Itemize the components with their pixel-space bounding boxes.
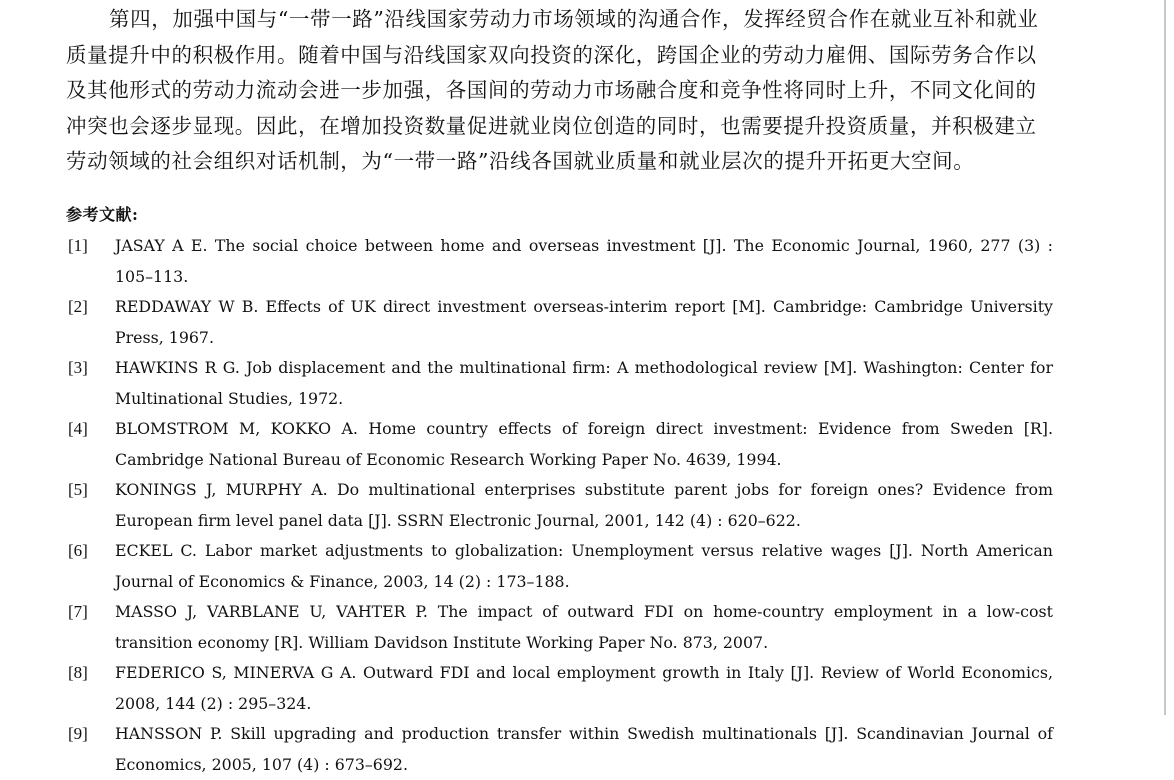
reference-number: [6] xyxy=(68,541,88,560)
reference-text: ECKEL C. Labor market adjustments to globalization: Unemployment versus relative wages [J]. North American Journal of Economics & Finance, 2003, 14 (2) : 173–188. xyxy=(115,541,1053,591)
reference-list xyxy=(68,231,1053,780)
reference-text: HANSSON P. Skill upgrading and production transfer within Swedish multinationals [J]. Scandinavian Journal of Economics, 2005, 107 (4) : 673–692. xyxy=(115,724,1053,774)
viewer-margin xyxy=(1166,0,1174,715)
reference-item xyxy=(68,475,1053,536)
reference-text: HAWKINS R G. Job displacement and the multinational firm: A methodological review [M]. Washington: Center for Multinational Studies, 1972. xyxy=(115,358,1053,408)
reference-text: KONINGS J, MURPHY A. Do multinational enterprises substitute parent jobs for foreign ones? Evidence from European firm level panel data [J]. SSRN Electronic Journal, 2001, 142 (4) : 620–622. xyxy=(115,480,1053,530)
reference-number: [8] xyxy=(68,663,88,682)
reference-text: FEDERICO S, MINERVA G A. Outward FDI and local employment growth in Italy [J]. Review of World Economics, 2008, 144 (2) : 295–324. xyxy=(115,663,1053,713)
reference-text: REDDAWAY W B. Effects of UK direct investment overseas-interim report [M]. Cambridge: Cambridge University Press, 1967. xyxy=(115,297,1053,347)
reference-number: [4] xyxy=(68,419,88,438)
reference-item xyxy=(68,536,1053,597)
reference-item xyxy=(68,231,1053,292)
body-paragraph: 第四，加强中国与“一带一路”沿线国家劳动力市场领域的沟通合作，发挥经贸合作在就业互补和就业质量提升中的积极作用。随着中国与沿线国家双向投资的深化，跨国企业的劳动力雇佣、国际劳务合作以及其他形式的劳动力流动会进一步加强，各国间的劳动力市场融合度和竞争性将同时上升，不同文化间的冲突也会逐步显现。因此，在增加投资数量促进就业岗位创造的同时，也需要提升投资质量，并积极建立劳动领域的社会组织对话机制，为“一带一路”沿线各国就业质量和就业层次的提升开拓更大空间。 xyxy=(66,7,1039,173)
body-text xyxy=(66,2,1054,180)
reference-number: [3] xyxy=(68,358,88,377)
reference-number: [9] xyxy=(68,724,88,743)
reference-item xyxy=(68,597,1053,658)
reference-item xyxy=(68,414,1053,475)
reference-text: MASSO J, VARBLANE U, VAHTER P. The impact of outward FDI on home-country employment in a low-cost transition economy [R]. William Davidson Institute Working Paper No. 873, 2007. xyxy=(115,602,1053,652)
reference-text: BLOMSTROM M, KOKKO A. Home country effects of foreign direct investment: Evidence from Sweden [R]. Cambridge National Bureau of Economic Research Working Paper No. 4639, 1994. xyxy=(115,419,1053,469)
reference-number: [1] xyxy=(68,236,88,255)
reference-number: [5] xyxy=(68,480,88,499)
reference-item xyxy=(68,719,1053,780)
reference-number: [7] xyxy=(68,602,88,621)
references-heading: 参考文献: xyxy=(66,205,139,224)
reference-item xyxy=(68,658,1053,719)
reference-item xyxy=(68,292,1053,353)
reference-item xyxy=(68,353,1053,414)
reference-text: JASAY A E. The social choice between home and overseas investment [J]. The Economic Journal, 1960, 277 (3) : 105–113. xyxy=(115,236,1053,286)
reference-number: [2] xyxy=(68,297,88,316)
